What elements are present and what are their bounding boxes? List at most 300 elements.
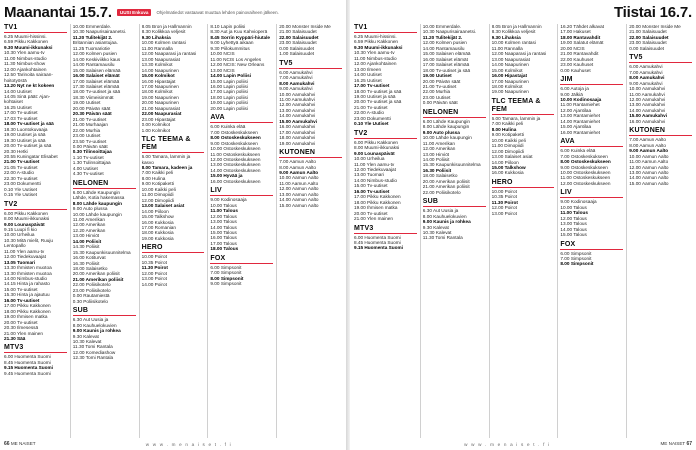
program-listing: 20.00 Amerikan poliisit	[422, 178, 470, 184]
program-listing: 7.00 Ostoskeskukseen	[210, 129, 258, 135]
program-listing: 11.00 Rannalla	[141, 45, 173, 51]
program-listing: 13.00 Poirot	[491, 210, 517, 216]
program-listing: 20.00 Päivän säät	[72, 105, 111, 111]
left-page-number-group	[4, 441, 36, 447]
program-listing: 17.00 Lapin poliisi	[210, 89, 248, 95]
program-listing: 10.00 Kaikki peli	[491, 137, 526, 143]
program-listing: 10.00 NCIS	[210, 51, 235, 57]
program-listing: 14.00 Talous	[560, 226, 587, 232]
program-listing: 6.00 Huomenta Suomi	[354, 234, 401, 240]
channel-block	[142, 24, 205, 133]
program-listing: 9.30 Muumi-ikkunaksi	[354, 44, 403, 50]
program-listing: 7.00 Ostoskeskukseen	[560, 153, 608, 159]
program-listing: 17.00 Salaiset elämää	[422, 62, 470, 68]
program-listing: 8.00 Hulina	[141, 175, 166, 181]
program-listing: 9.15 Luupi fi kio	[4, 226, 37, 232]
program-listing: 17.00 Pikku Kakkonen	[4, 303, 51, 309]
program-listing: 17.00 Tv-uutiset	[354, 83, 390, 89]
channel-heading: TV2	[354, 130, 417, 139]
program-listing: 10.00 Lähde kaupungin	[72, 211, 122, 217]
program-listing: 12.00 Dimopiidi	[491, 148, 524, 154]
program-listing: 9.00 Aamukahvi	[629, 80, 663, 86]
channel-heading: SUB	[73, 307, 136, 316]
program-listing: 12.00 Ajantilaa	[560, 107, 592, 113]
program-listing: 10.30 Kalevat	[72, 339, 102, 345]
program-listing: 10.00 Talous	[560, 204, 587, 210]
channel-block	[73, 24, 136, 177]
program-listing: 20.30 Hetki	[4, 148, 28, 154]
program-listing: 22.00 Naapurasiat	[141, 111, 182, 117]
program-listing: 23.00 Kauhuset	[560, 62, 594, 68]
program-listing: 12.00 Komediashow	[72, 349, 116, 355]
day-title-monday: Maanantai 15.7.	[4, 3, 112, 21]
program-listing: 22.00 Murhia	[422, 89, 451, 95]
program-listing: 18.00 Tv-uutiset ja sää	[354, 88, 402, 94]
program-listing: 15.00 Kolmikot	[141, 73, 175, 79]
program-listing: 15.00 Talkshow	[141, 214, 174, 220]
program-listing: 21.00 Tv-uutiset	[4, 159, 40, 165]
program-listing: 20.30 Päivän säät	[72, 111, 112, 117]
program-listing: 23.00 Uutiset	[422, 94, 451, 100]
program-listing: 6.30 Aut Uusia ja	[72, 317, 109, 323]
channel-block	[142, 136, 205, 241]
program-listing: 12.00 Ajankohtainen	[354, 61, 397, 67]
program-listing: 23.00 Dokumentti	[4, 181, 41, 187]
program-listing: 23.00 Dokumentti	[354, 115, 391, 121]
program-listing: 15.30 Kaupunkisuunnitelma	[72, 249, 131, 255]
program-listing: 8.30 Kolikkoa veljesit	[141, 29, 186, 35]
program-listing: 9.00 Kaunis ja rohkea	[422, 219, 471, 225]
program-listing: 22.00 Poliisikotelo	[422, 189, 461, 195]
program-listing: 19.00 Uutiset	[72, 100, 101, 106]
program-listing: 23.00 Hipastajat	[141, 116, 176, 122]
program-listing: 9.00 Ostoskeskukseen	[560, 164, 608, 170]
program-listing: 11.30 Tomi Rantala	[422, 235, 463, 241]
program-listing: 9.30 Lihaksia	[491, 34, 521, 40]
program-listing: 18.00 Kukkosia	[141, 230, 174, 236]
program-listing: 1.30 Tulinsoittajaa	[72, 160, 111, 166]
program-listing: 15.00 Kolmikot	[491, 67, 523, 73]
program-listing: 10.00 Aamukahvi	[629, 86, 666, 92]
channel-block	[629, 127, 692, 186]
program-listing: 12.00 Kolmen pusien	[422, 40, 467, 46]
program-listing: 18.00 Kolmikot	[491, 83, 523, 89]
program-listing: 10.30 Ylen aamu-tv	[354, 50, 395, 56]
program-listing: 0.00 Rautamiestä	[72, 293, 110, 299]
program-listing: 6.00 Autoja ja	[560, 86, 589, 92]
right-page-number-group	[660, 441, 692, 447]
site-url-left: w w w . m e n a i s e t . f i	[145, 441, 232, 447]
program-listing: 21.30 Sää	[4, 336, 26, 342]
channel-block	[142, 244, 205, 287]
program-listing: 1.10 Tv-uutiset	[72, 154, 104, 160]
program-listing: kohtaiset	[4, 99, 23, 105]
program-listing: 20.55 Kuningatar Elisabet	[4, 153, 58, 159]
program-listing: 16.00 Aamukahvi	[279, 124, 316, 130]
program-listing: 13.00 Aamukahvi	[629, 102, 666, 108]
program-listing: 13.00 Poirot	[141, 276, 167, 282]
program-listing: 16.00 Tv-uutiset	[4, 297, 40, 303]
program-listing: 9.00 Ostoskeskukseen	[210, 140, 258, 146]
program-listing: 21.00 Naapurasiat	[141, 105, 180, 111]
program-listing: 8.00 Lähde kaupungin	[422, 124, 470, 130]
program-listing: 16.00 Hipastajat	[491, 73, 528, 79]
program-listing: 14.00 Piiloon	[141, 208, 169, 214]
program-listing: 10.00 Kaikki peli	[141, 186, 176, 192]
program-listing: 19.00 Naapurinen	[141, 94, 179, 100]
program-listing: 11.25 Tuomariotie	[72, 45, 110, 51]
program-listing: 9.45 Huomenta Suomi	[4, 370, 51, 376]
program-listing: 9.00 Aamun Aalto	[279, 169, 319, 175]
program-listing: 8.00 Aamukahvi	[279, 80, 315, 86]
program-listing: 9.00 Lyhettyä aikaan	[210, 40, 254, 46]
channel-heading: FOX	[210, 255, 273, 264]
program-listing: 23.00 Uutiset	[72, 133, 101, 139]
left-page	[0, 0, 346, 450]
program-listing: 9.00 Auto plussa	[422, 129, 460, 135]
program-listing: 16.00 Aamukahvi	[629, 118, 666, 124]
channel-block	[4, 24, 67, 198]
program-listing: 9.00 Lounaspäivät	[4, 221, 45, 227]
program-listing: 6.00 Aamukahvi	[279, 69, 313, 75]
channel-block	[354, 24, 417, 127]
program-listing: 18.00 Kolmikot	[141, 89, 173, 95]
right-page-header	[354, 3, 692, 21]
program-listing: 10.00 Poirot	[491, 188, 517, 194]
program-listing: 11.00 Aamun Aalto	[629, 159, 669, 165]
program-listing: 16.00 Salaiset elämät	[72, 73, 120, 79]
program-listing: 17.30 Salaiset elämää	[72, 83, 120, 89]
program-listing: 8.30 Kolikkoa veljesit	[491, 29, 536, 35]
program-listing: 9.00 Lounaspäivät	[354, 150, 395, 156]
program-listing: 8.00 Ostoskeskukseen	[560, 159, 611, 165]
program-listing: 10.30 Ylen aamu-tv	[4, 50, 45, 56]
program-listing: 13.00 Ilmeen	[354, 66, 382, 72]
program-listing: 13.00 Ostoskeskukseen	[210, 162, 261, 168]
channel-block	[560, 76, 623, 135]
program-listing: 10.00 Kodinosaaja	[560, 96, 602, 102]
program-listing: 15.30 Hinta ja ajautuu	[4, 292, 50, 298]
program-listing: 6.00 Kuinka elää	[210, 124, 246, 130]
program-listing: 0.15 Yle Uutiset	[4, 192, 38, 198]
program-listing: 15.00 Aamukahvi	[629, 113, 668, 119]
program-listing: 12.00 NCIS: New Orleans	[210, 62, 265, 68]
program-listing: 9.00 Auto plussa	[72, 206, 108, 212]
program-listing: 9.00 Kodinosaaja	[210, 197, 247, 203]
program-listing: 11.00 Rantamiehet	[560, 102, 600, 108]
channel-heading: LIV	[560, 189, 623, 198]
program-listing: 12.00 Kolmen pusien	[72, 51, 117, 57]
channel-block	[354, 130, 417, 222]
program-listing: 17.03 Tv-uutiset	[4, 115, 38, 121]
program-listing: 13.00 Rantamiehet	[560, 113, 601, 119]
program-listing: 9.00 Jälkiä	[560, 91, 583, 97]
program-listing: 14.00 Aamun Aalto	[279, 197, 319, 203]
magazine-name-right: ME NAISET	[660, 441, 686, 446]
program-listing: 18.00 Salaisetko	[72, 266, 108, 272]
program-listing: 21.00 Salaisuudet	[629, 29, 667, 35]
program-listing: 10.35 Poirot	[491, 194, 517, 200]
channel-block	[73, 307, 136, 361]
program-listing: 7.00 Simpsonit	[210, 270, 242, 276]
program-listing: Lähde, Kotia hakemassa	[72, 195, 125, 201]
program-listing: 17.00 Tv-uutiset	[4, 110, 38, 116]
program-listing: 12.00 Poirot	[141, 270, 167, 276]
program-listing: 11.00 Dimopiidi	[141, 192, 174, 198]
program-listing: 11.00 Nimbus-studio	[354, 55, 397, 61]
program-listing: 10.00 Talous	[210, 202, 237, 208]
program-listing: 20.00 Monster Inside Me	[279, 24, 331, 29]
left-page-header	[4, 3, 342, 21]
program-listing: 7.00 Kaikki peli	[141, 170, 174, 176]
schedule-column	[207, 24, 273, 438]
program-listing: 8.00 Lähde kaupungin	[72, 200, 123, 206]
program-listing: 14.00 Uutiset	[354, 72, 382, 78]
program-listing: 11.00 Ostoskeskukseen	[210, 151, 261, 157]
schedule-column	[276, 24, 342, 438]
program-listing: 10.30 Naapurisairaanetsi.	[72, 29, 127, 35]
program-listing: 22.00 Poliisikotelo	[72, 282, 111, 288]
channel-heading: JIM	[560, 76, 623, 85]
program-listing: 22.00 Salaisuudet	[279, 34, 319, 40]
program-listing: 15.00 Aamun Aalto	[279, 202, 319, 208]
program-listing: 0.00 Päivän säät	[422, 100, 458, 106]
program-listing: 20.00 Amerikan poliisit	[72, 271, 120, 277]
channel-heading: TV5	[279, 60, 342, 69]
program-listing: 15.00 Hyvää ja	[210, 173, 243, 179]
channel-block	[492, 179, 555, 216]
program-listing: 16.30 Poliisit	[422, 167, 452, 173]
program-listing: 9.30 Muumi-ikkunaksi	[4, 44, 53, 50]
program-listing: 13.00 Salaiset asiat	[141, 203, 185, 209]
program-listing: 9.30 Kalevat	[72, 333, 99, 339]
program-listing: 11.30 Tomi Rantala	[72, 344, 113, 350]
channel-heading: KUTONEN	[629, 127, 692, 136]
program-listing: 11.00 Aamukahvi	[279, 96, 315, 102]
channel-heading: TV2	[4, 201, 67, 210]
program-listing: 6.00 Tamara, lammin ja	[491, 115, 541, 121]
program-listing: 13.00 Talous	[210, 219, 237, 225]
program-listing: 6.00 Lähde Kaupungin	[422, 118, 470, 124]
program-listing: 13.00 Aamun Aalto	[629, 169, 669, 175]
program-listing: 14.00 Aamukahvi	[279, 113, 316, 119]
program-listing: 6.25 Muumi-hissinsi.	[4, 34, 47, 39]
program-listing: 1.00 Salaisuudet	[279, 51, 315, 57]
channel-block	[629, 24, 692, 51]
program-listing: 10.00 Aamukahvi	[279, 91, 316, 97]
program-listing: 11.00 Talous	[210, 208, 238, 214]
program-listing: 9.00 Aamun Aalto	[629, 148, 669, 154]
program-listing: 16.00 Kotiturvat	[72, 255, 106, 261]
program-listing: 12.00 Ostoskeskukseen	[210, 156, 261, 162]
program-listing: 13.00 Talous	[560, 221, 587, 227]
program-listing: 8.00 Aamukahvi	[629, 75, 665, 81]
program-listing: 13.00 Hirviöt	[72, 233, 100, 239]
program-listing: 19.00 Naapurinen	[491, 89, 529, 95]
program-listing: 1.00 Kolmikot	[141, 127, 170, 133]
program-listing: 14.00 Poirot	[141, 281, 167, 287]
program-listing: 4.30 Tv-uutiset	[72, 171, 104, 177]
program-listing: 11.00 Dimopiidi	[491, 143, 524, 149]
channel-heading: FOX	[560, 241, 623, 250]
program-listing: 14.00 Nimbus-studio	[4, 276, 47, 282]
channel-block	[210, 187, 273, 252]
schedule-column	[4, 24, 67, 438]
program-listing: 17.00 Naapurinen	[491, 78, 529, 84]
channel-heading: TV1	[354, 24, 417, 33]
program-listing: Lentopallo	[4, 243, 26, 249]
program-listing: 16.20 Tähdet alkavat	[560, 24, 605, 29]
program-listing: 11.00 Amerikan	[422, 140, 456, 146]
program-listing: 6.00 Tamara, lammin ja	[141, 154, 191, 160]
program-listing: 18.00 Lapin poliisi	[210, 94, 248, 100]
program-listing: 19.00 Aamukahvi	[279, 140, 316, 146]
program-listing: 11.30 Nimbus-show	[4, 61, 46, 67]
program-listing: 8.10 Lapin poliisi	[210, 24, 246, 29]
channel-block	[560, 189, 623, 237]
schedule-column	[626, 24, 692, 438]
program-listing: Britannian asiantujaa.	[72, 40, 118, 46]
channel-heading: SUB	[423, 198, 486, 207]
program-listing: 9.00 Kotipaketti	[141, 181, 174, 187]
channel-heading: LIV	[210, 187, 273, 196]
program-listing: 16.25 Uutiset	[354, 77, 382, 83]
program-listing: 20.00 NCIS	[560, 45, 585, 51]
program-listing: 16.30 Poliisit	[72, 260, 100, 266]
program-listing: 10.35 Poirot	[141, 259, 167, 265]
program-listing: 18.00 Salaisetko	[422, 173, 458, 179]
program-listing: 8.00 Muumi-ikkunaksi	[354, 145, 400, 151]
program-listing: 0.00 Kolmikot	[141, 122, 170, 128]
program-listing: 12.00 Naaparasi ja rantasi	[491, 51, 547, 57]
channel-block	[423, 24, 486, 106]
program-listing: 15.00 Tv-uutiset	[354, 183, 388, 189]
program-listing: 22.00 Kauhuset	[560, 56, 594, 62]
program-listing: 14.00 Aamukahvi	[629, 107, 666, 113]
program-listing: 12.00 Aamukahvi	[629, 96, 666, 102]
program-listing: 20.00 Tv-uutiset ja sää	[354, 99, 402, 105]
program-listing: 12.00 Amerikan	[72, 222, 106, 228]
program-listing: 22.00 Salaisuudet	[629, 34, 669, 40]
channel-block	[423, 109, 486, 195]
program-listing: 10.00 Aamun Aalto	[629, 153, 669, 159]
program-listing: 13.05 Tuomari	[4, 259, 36, 265]
program-listing: 0.00 Salaisuudet	[629, 45, 665, 51]
program-listing: 20.30 Ilmesessä	[4, 325, 39, 331]
schedule-column	[489, 24, 555, 438]
program-listing: kasvo	[141, 159, 154, 165]
program-listing: 19.00 Uutiset ja sää	[4, 132, 46, 138]
channel-block	[4, 344, 67, 376]
program-listing: 14.30 Poliisit	[72, 244, 100, 250]
program-listing: 8.00 Simpsonit	[560, 261, 594, 267]
program-listing: 9.00 Kodinosaaja	[560, 199, 597, 205]
program-listing: 0.00 Salaisuudet	[279, 45, 315, 51]
program-listing: 6.59 Pikku Kakkonen	[354, 39, 399, 45]
program-listing: 15.00 Lapin poliisi	[210, 78, 248, 84]
program-listing: 13.00 Naapurasiat	[491, 56, 530, 62]
program-listing: 13.00 NCIS	[210, 67, 235, 73]
program-listing: 12.00 Talous	[210, 213, 237, 219]
program-listing: 17.00 Talous	[210, 240, 237, 246]
program-listing: 12.00 Ostoskeskukseen	[560, 180, 611, 186]
program-listing: 8.00 Kauhuelokuvien	[422, 213, 467, 219]
program-listing: 16.00 Kukkosia	[141, 219, 174, 225]
program-listing: 19.00 Kukkosia	[141, 235, 174, 241]
program-listing: 7.00 Aamukahvi	[279, 75, 313, 81]
program-listing: 17.00 Pikku Kakkonen	[354, 194, 401, 200]
program-listing: 10.00 Ostoskeskukseen	[210, 146, 261, 152]
program-listing: 8.45 Huomenta Suomi	[4, 359, 51, 365]
program-listing: 8.30 Aut ja Kuu Kahvioperä	[210, 29, 268, 35]
program-listing: 7.00 Simpsonit	[560, 255, 592, 261]
program-listing: 6.00 Pikku Kakkonen	[4, 210, 49, 216]
channel-heading: NELONEN	[423, 109, 486, 118]
channel-heading: HERO	[492, 179, 555, 188]
channel-block	[210, 114, 273, 184]
program-listing: 20.00 Naapurinen	[141, 100, 179, 106]
program-listing: 8.00 Hulina	[491, 126, 517, 132]
channel-heading: AVA	[560, 138, 623, 147]
program-listing: 8.00 Aamun Aalto	[279, 164, 316, 170]
program-listing: 15.00 Talous	[210, 229, 237, 235]
program-listing: 12.00 Talous	[560, 215, 587, 221]
program-listing: 22.30 Tv-uutiset	[4, 175, 38, 181]
right-page-footer	[354, 440, 692, 448]
program-listing: 11.00 Ostoskeskukseen	[560, 175, 611, 181]
program-listing: 10.00 Emmerdale.	[422, 24, 462, 29]
program-listing: 18.00 Talous	[210, 246, 239, 252]
program-listing: 10.00 Kolmen rantasi	[491, 40, 536, 46]
program-listing: 15.30 Kaupunkisuunnitelma	[422, 162, 481, 168]
program-listing: 6.59 Pikku Kakkonen	[4, 39, 49, 45]
program-listing: 16.00 Rantamiehet	[560, 129, 601, 135]
program-listing: 13.00 Hirviöt	[422, 151, 450, 157]
program-listing: 12.00 Aamun Aalto	[279, 186, 319, 192]
program-listing: 21.00 Ylen mainen	[354, 216, 394, 222]
program-listing: 20.00 Tv-uutiset	[4, 319, 38, 325]
program-listing: 19.00 Uutiset ja sää	[354, 93, 396, 99]
program-listing: 19.00 Ihmisen matka	[4, 314, 48, 320]
program-listing: 16.00 Kukkosia	[491, 170, 524, 176]
program-listing: 22.00 A-studio	[354, 110, 384, 116]
program-listing: 12.00 Tiedekuvaajat	[354, 166, 396, 172]
program-listing: 14.00 Ostoskeskukseen	[210, 167, 261, 173]
program-listing: 9.00 Kotipaketti	[491, 132, 524, 138]
program-listing: 8.45 Sorrin Kyppäri-hiutale	[210, 34, 271, 40]
program-listing: 4.00 Uutiset	[72, 165, 98, 171]
right-schedule-columns	[354, 24, 692, 438]
program-listing: 14.05 Sinä päät: Ajan-	[4, 93, 51, 99]
program-listing: 6.25 Muumi-hissinsi.	[354, 34, 397, 39]
program-listing: 12.00 Dimopiidi	[141, 197, 174, 203]
channel-block	[279, 24, 342, 57]
program-listing: 12.00 Tiedekuvaajat	[4, 254, 46, 260]
program-listing: 12.00 Ajankohtainen	[4, 66, 47, 72]
program-listing: 23.00 Salaisuudet	[279, 40, 317, 46]
program-listing: 14.00 Piiloon	[491, 159, 519, 165]
program-listing: 16.00 Salaiset elämät	[422, 56, 468, 62]
program-listing: 11.00 Nimbus-studio	[4, 55, 47, 61]
channel-heading: HERO	[142, 244, 205, 253]
program-listing: 20.00 Päivän säät	[422, 78, 461, 84]
program-listing: 17.00 Hakuset	[560, 29, 591, 35]
program-listing: 18.00 Rantavahdit	[560, 34, 601, 40]
program-listing: 14.00 Lapin Poliisi	[210, 73, 252, 79]
program-listing: 13.30 Kolmikot	[141, 62, 173, 68]
program-listing: 0.00 Päivän säät	[72, 143, 108, 149]
schedule-column	[354, 24, 417, 438]
